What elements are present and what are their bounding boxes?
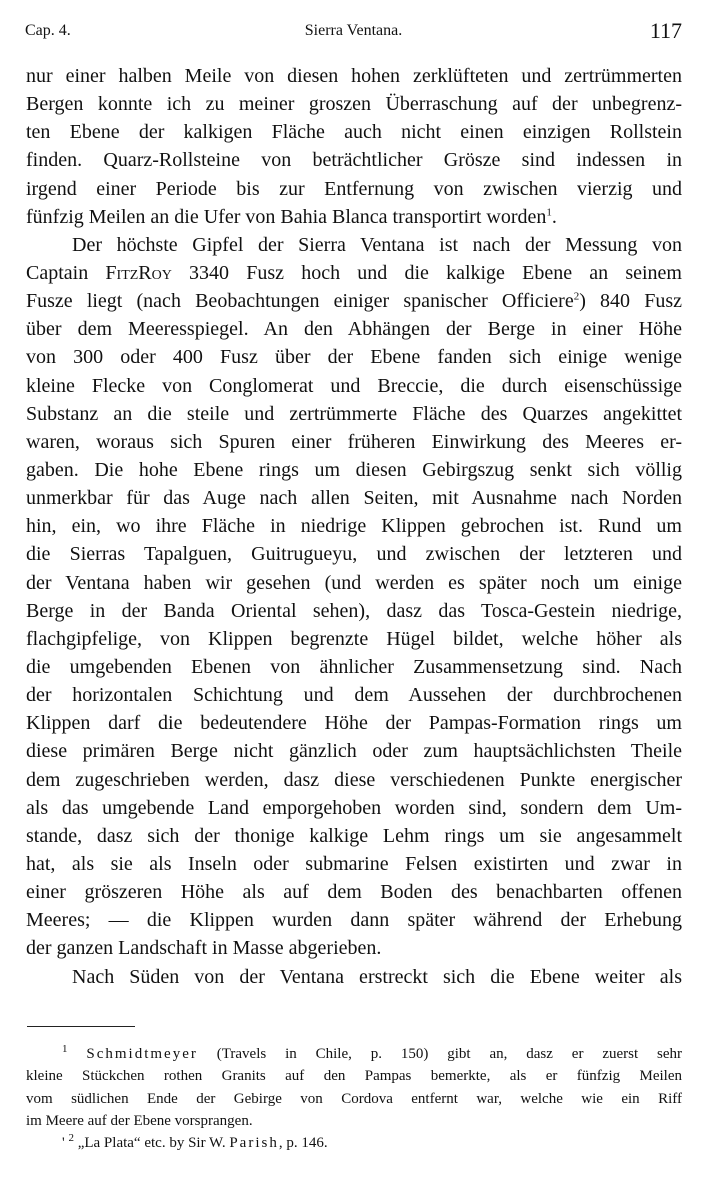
text-line: unmerkbar für das Auge nach allen Seiten, mit Ausnahme nach Norden [26, 487, 682, 510]
person-name: FitzRoy [105, 261, 172, 284]
main-text [26, 62, 682, 991]
text-segment: ) 840 Fusz [579, 290, 682, 313]
footnote-separator [27, 1026, 135, 1027]
footnote-author: Parish [229, 1135, 279, 1152]
text-line: irgend einer Periode bis zur Entfernung von zwischen vierzig und [26, 177, 682, 200]
text-line: einer gröszeren Höhe als auf dem Boden des benachbarten offenen [26, 881, 682, 904]
text-line: Substanz an die steile und zertrümmerte Fläche des Quarzes angekittet [26, 402, 682, 425]
text-line: hin, ein, wo ihre Fläche in niedrige Klippen gebrochen ist. Rund um [26, 515, 682, 538]
text-line: Meeres; — die Klippen wurden dann später während der Erhebung [26, 909, 682, 932]
text-line: Nach Süden von der Ventana erstreckt sich die Ebene weiter als [72, 965, 682, 988]
footnote-text: (Travels in Chile, p. 150) gibt an, dasz er zuerst sehr [197, 1046, 683, 1062]
footnote-marker: 1 [62, 1043, 68, 1055]
text-segment: fünfzig Meilen an die Ufer von Bahia Blanca transportirt worden [26, 205, 547, 228]
text-line: waren, woraus sich Spuren einer früheren Einwirkung des Meeres er- [26, 430, 682, 453]
text-line: gaben. Die hohe Ebene rings um diesen Gebirgszug senkt sich völlig [26, 458, 682, 481]
text-segment: Captain [26, 261, 106, 284]
text-line: Bergen konnte ich zu meiner groszen Überraschung auf der unbegrenz- [26, 93, 682, 116]
text-line: der horizontalen Schichtung und dem Aussehen der durchbrochenen [26, 684, 682, 707]
text-line: die Sierras Tapalguen, Guitrugueyu, und zwischen der letzteren und [26, 543, 682, 566]
text-line: Der höchste Gipfel der Sierra Ventana ist nach der Messung von [72, 233, 682, 256]
text-line: stande, dasz sich der thonige kalkige Lehm rings um sie angesammelt [26, 824, 682, 847]
text-line: kleine Flecke von Conglomerat und Breccie, die durch eisenschüssige [26, 374, 682, 397]
text-line: diese primären Berge nicht gänzlich oder zum hauptsächlichsten Theile [26, 740, 682, 763]
footnote-ref-2[interactable]: 2 [573, 290, 580, 303]
running-header [25, 18, 682, 46]
page-number: 117 [649, 18, 682, 43]
text-segment: Fusze liegt (nach Beobachtungen einiger spanischer Officiere [26, 290, 574, 313]
footnote-2 [26, 1132, 682, 1154]
footnote-line: vom südlichen Ende der Gebirge von Cordova entfernt war, welche wie ein Riff [26, 1090, 682, 1107]
footnote-text: „La Plata“ etc. by Sir W. [73, 1135, 230, 1152]
text-line: dem zugeschrieben werden, dasz diese verschiedenen Punkte energischer [26, 768, 682, 791]
text-line: als das umgebende Land emporgehoben worden sind, sondern dem Um- [26, 796, 682, 819]
footnote-prefix: ' [62, 1135, 69, 1152]
text-line: Klippen darf die bedeutendere Höhe der Pampas-Formation rings um [26, 712, 682, 735]
footnote-text: , p. 146. [278, 1135, 328, 1152]
text-line [26, 287, 682, 315]
footnote-line: im Meere auf der Ebene vorsprangen. [26, 1112, 253, 1129]
text-line: der Ventana haben wir gesehen (und werden es später noch um einige [26, 571, 682, 594]
text-segment: 3340 Fusz hoch und die kalkige Ebene an seinem [171, 261, 682, 284]
text-line: hat, als sie als Inseln oder submarine Felsen existirten und zwar in [26, 852, 682, 875]
footnote-1 [26, 1043, 682, 1065]
footnote-author: Schmidtmeyer [86, 1046, 198, 1062]
text-line: nur einer halben Meile von diesen hohen zerklüfteten und zertrümmerten [26, 65, 682, 87]
text-line: die umgebenden Ebenen von ähnlicher Zusammensetzung sind. Nach [26, 655, 682, 678]
text-line: Berge in der Banda Oriental sehen), dasz das Tosca-Gestein niedrige, [26, 599, 682, 622]
running-title: Sierra Ventana. [304, 22, 403, 39]
text-line [26, 259, 682, 287]
footnotes [26, 1043, 682, 1154]
text-line: von 300 oder 400 Fusz über der Ebene fanden sich einige wenige [26, 346, 682, 369]
text-line: über dem Meeresspiegel. An den Abhängen der Berge in einer Höhe [26, 318, 682, 341]
text-line: fünfzig Meilen an die Ufer von Bahia Blanca transportirt worden$^1$. [26, 205, 557, 228]
footnote-line: kleine Stückchen rothen Granits auf den Pampas bemerkte, als er fünfzig Meilen [26, 1068, 682, 1085]
footnote-ref-1[interactable]: 1 [546, 206, 552, 219]
text-line: flachgipfelige, von Klippen begrenzte Hügel bildet, welche höher als [26, 627, 682, 650]
text-line: finden. Quarz-Rollsteine von beträchtlicher Grösze sind indessen in [26, 149, 682, 172]
chapter-label: Cap. 4. [25, 22, 71, 39]
text-line: der ganzen Landschaft in Masse abgerieben. [26, 937, 382, 960]
footnote-marker: 2 [68, 1132, 74, 1145]
text-line: ten Ebene der kalkigen Fläche auch nicht einen einzigen Rollstein [26, 121, 682, 144]
